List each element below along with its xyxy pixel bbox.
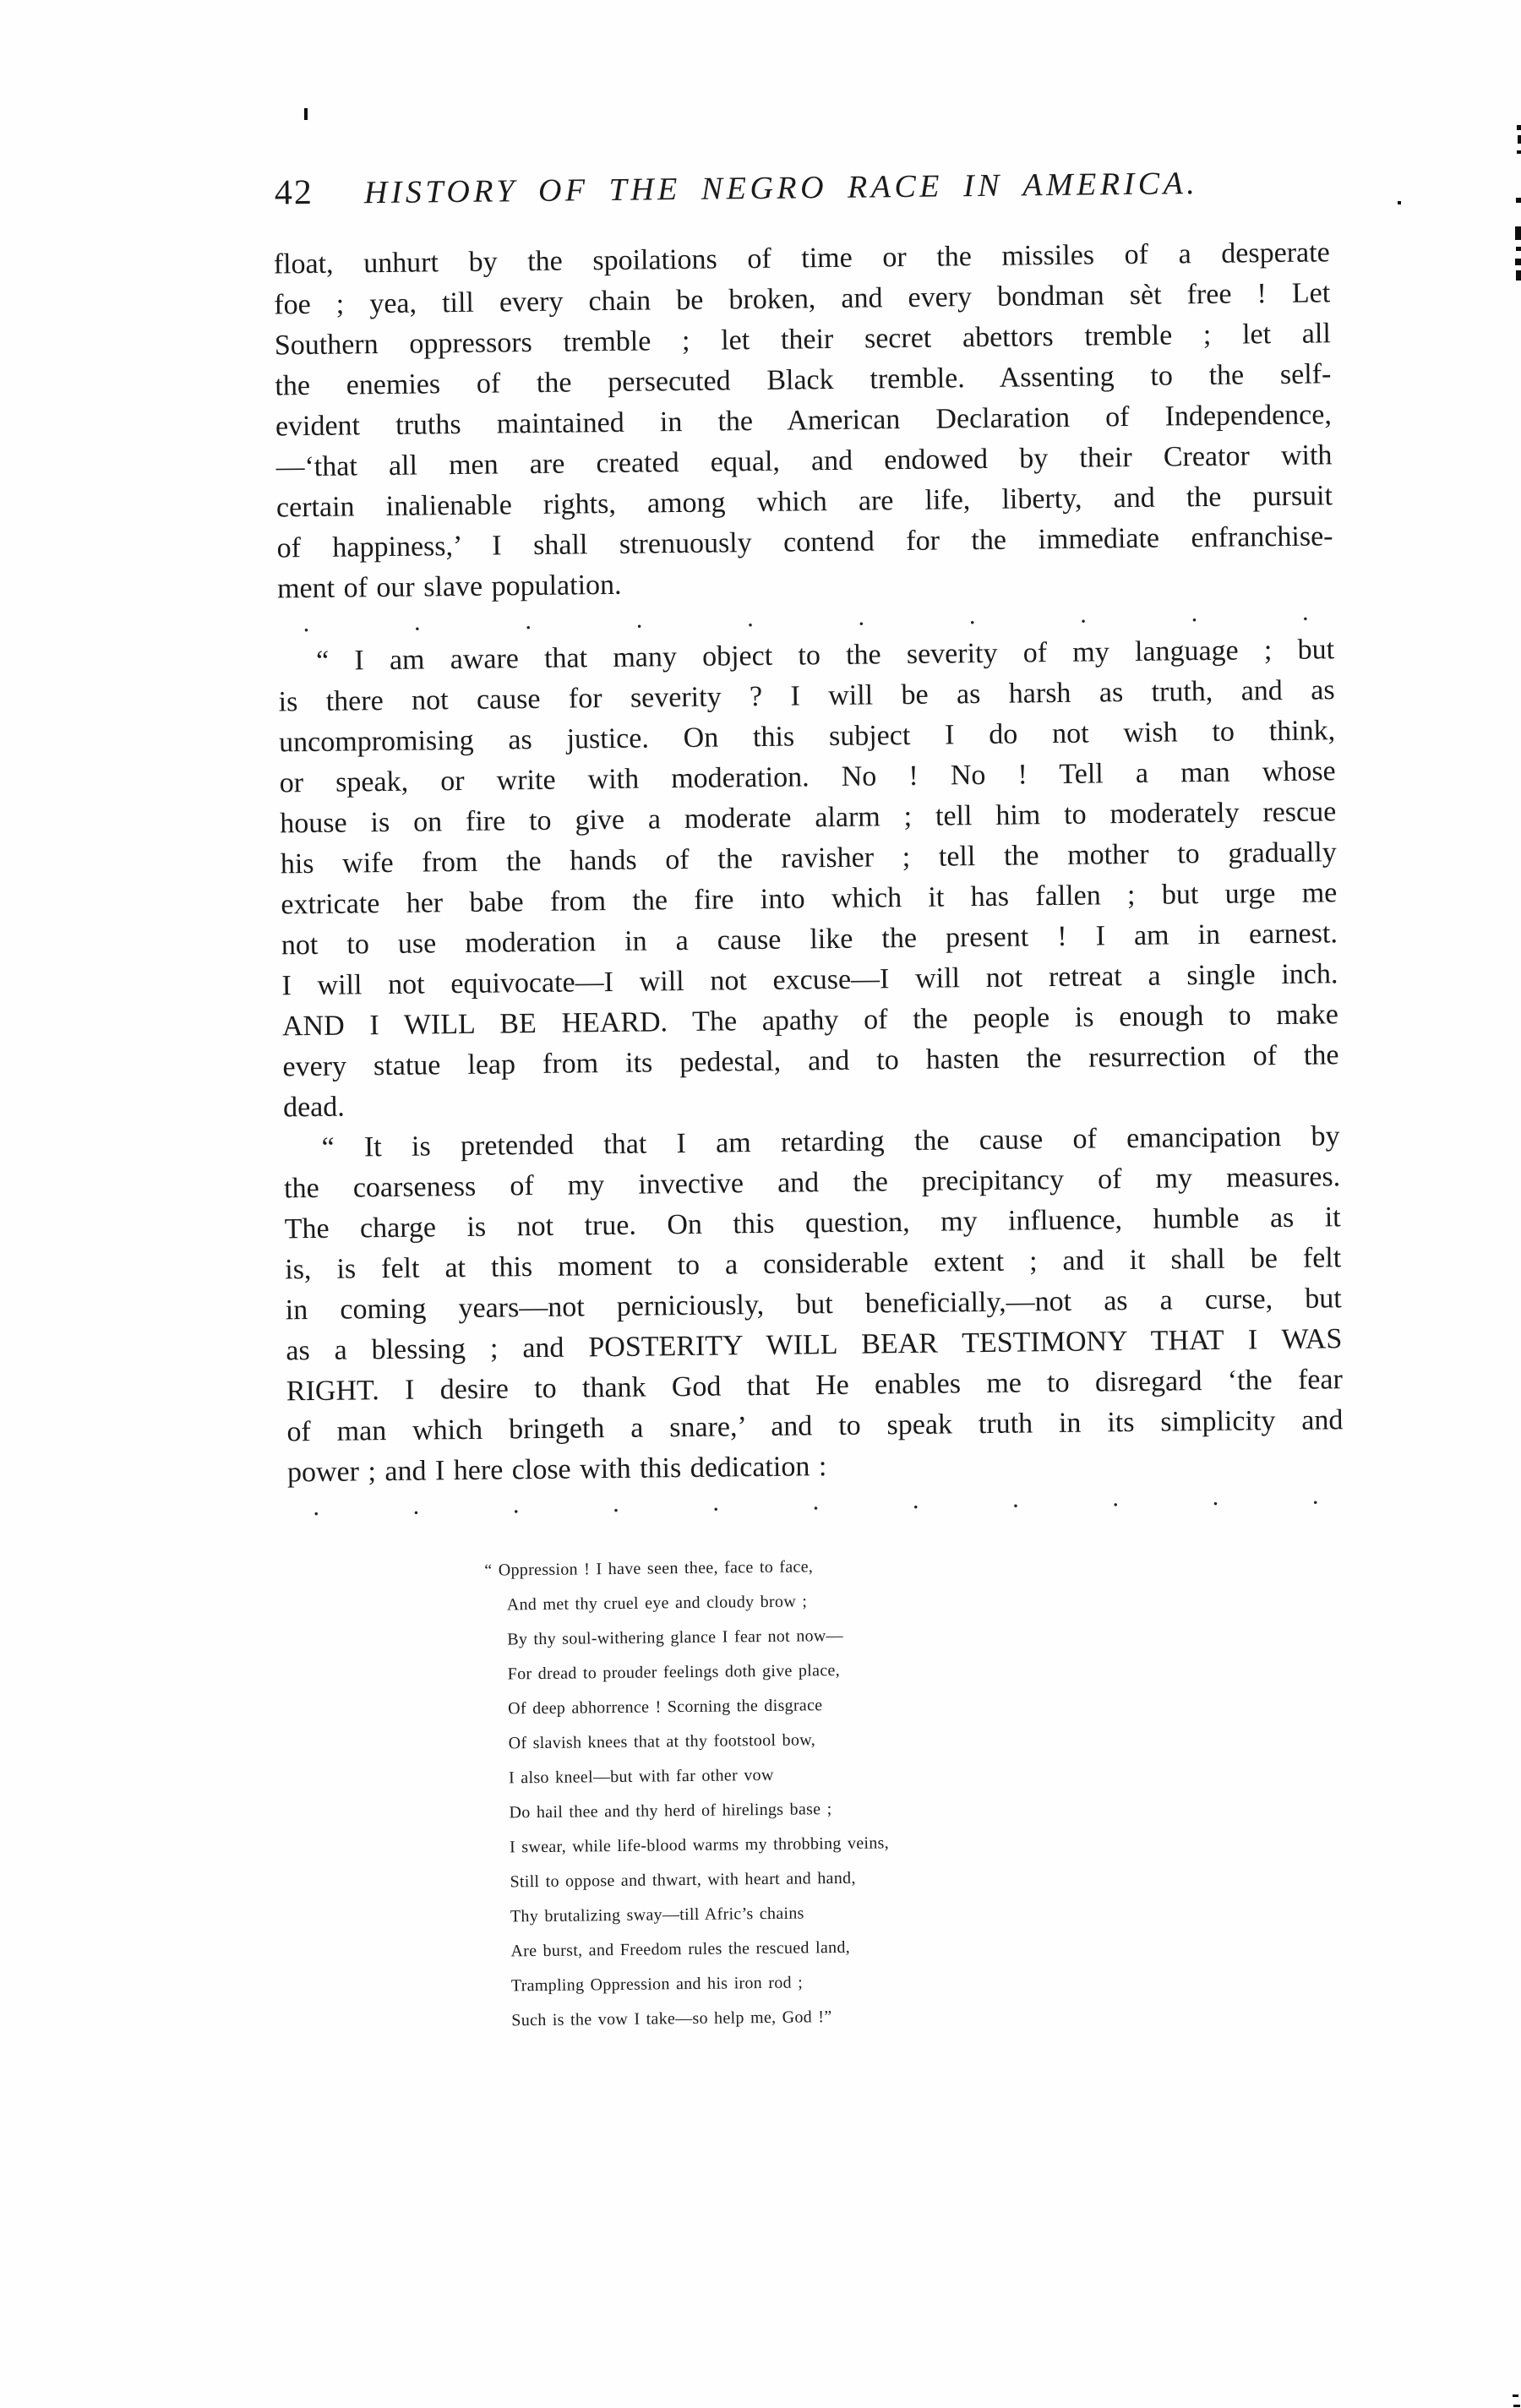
poem-line: Such is the vow I take—so help me, God !”	[511, 2008, 832, 2030]
scan-edge-mark	[1516, 247, 1521, 251]
dedication-poem	[288, 1544, 1349, 2040]
paragraph-2	[278, 629, 1339, 1128]
text-line: as a blessing ; and POSTERITY WILL BEAR TESTIMONY THAT I WAS	[286, 1323, 1343, 1367]
scan-edge-mark	[1518, 135, 1521, 144]
text-line: “ I am aware that many object to the severity of my language ; but	[315, 634, 1335, 677]
text-line: evident truths maintained in the American Declaration of Independence,	[275, 399, 1333, 443]
text-line: every statue leap from its pedestal, and to hasten the resurrection of the	[282, 1039, 1339, 1083]
text-line: house is on fire to give a moderate alarm ; tell him to moderately rescue	[280, 796, 1337, 840]
poem-line: I swear, while life-blood warms my throbbing veins,	[509, 1833, 890, 1857]
paragraph-1	[273, 232, 1333, 609]
text-line: of happiness,’ I shall strenuously contend for the immediate enfranchise-	[276, 520, 1333, 564]
text-line: AND I WILL BE HEARD. The apathy of the people is enough to make	[281, 999, 1339, 1043]
paragraph-3	[283, 1116, 1344, 1493]
text-line: The charge is not true. On this question, my influence, humble as it	[284, 1201, 1341, 1245]
omission-dots: . . . . . . . . . . .	[313, 1481, 1319, 1522]
poem-line: By thy soul-withering glance I fear not now—	[507, 1626, 844, 1649]
text-line: his wife from the hands of the ravisher ; tell the mother to gradually	[280, 836, 1337, 880]
scan-edge-mark	[1513, 2405, 1520, 2407]
poem-line: Of deep abhorrence ! Scorning the disgrace	[508, 1696, 823, 1719]
poem-line: Are burst, and Freedom rules the rescued land,	[510, 1937, 851, 1961]
scan-edge-mark	[1516, 270, 1521, 281]
text-line: uncompromising as justice. On this subject I do not wish to think,	[278, 715, 1336, 759]
poem-line: “ Oppression ! I have seen thee, face to face,	[484, 1557, 814, 1580]
omission-dots: . . . . . . . . . .	[303, 597, 1309, 638]
text-line: or speak, or write with moderation. No ! No ! Tell a man whose	[279, 755, 1336, 799]
scan-speck	[304, 108, 308, 120]
body-text	[273, 232, 1349, 2040]
text-line: foe ; yea, till every chain be broken, and every bondman sèt free ! Let	[274, 277, 1331, 321]
text-line: is, is felt at this moment to a considerable extent ; and it shall be felt	[285, 1242, 1342, 1286]
text-line: the enemies of the persecuted Black tremble. Assenting to the self-	[275, 358, 1332, 402]
poem-line: I also kneel—but with far other vow	[508, 1765, 774, 1788]
text-line: ment of our slave population.	[276, 569, 622, 605]
text-line: dead.	[282, 1091, 345, 1124]
poem-line: For dread to prouder feelings doth give place,	[507, 1660, 841, 1684]
scan-speck	[1398, 201, 1401, 204]
poem-line: And met thy cruel eye and cloudy brow ;	[506, 1592, 808, 1615]
page-number: 42	[274, 172, 314, 213]
scan-edge-mark	[1517, 125, 1521, 130]
text-line: certain inalienable rights, among which are life, liberty, and the pursuit	[275, 480, 1333, 524]
text-line: RIGHT. I desire to thank God that He enables me to disregard ‘the fear	[286, 1364, 1344, 1408]
text-line: the coarseness of my invective and the precipitancy of my measures.	[283, 1161, 1341, 1205]
scan-edge-mark	[1515, 226, 1521, 240]
text-line: is there not cause for severity ? I will be as harsh as truth, and as	[278, 674, 1335, 718]
scan-edge-mark	[1516, 198, 1521, 203]
page-header	[275, 161, 1331, 213]
scan-edge-mark	[1517, 150, 1521, 154]
poem-line: Trampling Oppression and his iron rod ;	[510, 1973, 804, 1996]
scan-edge-mark	[1515, 259, 1521, 265]
text-line: power ; and I here close with this dedication :	[286, 1451, 827, 1489]
text-line: in coming years—not perniciously, but beneficially,—not as a curse, but	[285, 1283, 1342, 1327]
text-line: float, unhurt by the spoilations of time or the missiles of a desperate	[273, 237, 1330, 281]
scan-edge-mark	[1513, 2394, 1518, 2397]
text-line: I will not equivocate—I will not excuse—I will not retreat a single inch.	[281, 958, 1338, 1002]
poem-line: Still to oppose and thwart, with heart and hand,	[510, 1868, 856, 1892]
text-line: Southern oppressors tremble ; let their secret abettors tremble ; let all	[274, 318, 1331, 362]
poem-line: Of slavish knees that at thy footstool bow,	[508, 1730, 816, 1753]
text-line: extricate her babe from the fire into which it has fallen ; but urge me	[281, 877, 1338, 921]
text-line: —‘that all men are created equal, and endowed by their Creator with	[275, 439, 1333, 483]
poem-line: Thy brutalizing sway—till Afric’s chains	[510, 1904, 804, 1926]
text-line: of man which bringeth a snare,’ and to speak truth in its simplicity and	[286, 1404, 1344, 1448]
poem-line: Do hail thee and thy herd of hirelings base ;	[509, 1800, 832, 1822]
text-line: not to use moderation in a cause like the present ! I am in earnest.	[281, 918, 1338, 962]
text-line: “ It is pretended that I am retarding the cause of emancipation by	[321, 1120, 1340, 1163]
running-title: HISTORY OF THE NEGRO RACE IN AMERICA.	[363, 166, 1199, 211]
